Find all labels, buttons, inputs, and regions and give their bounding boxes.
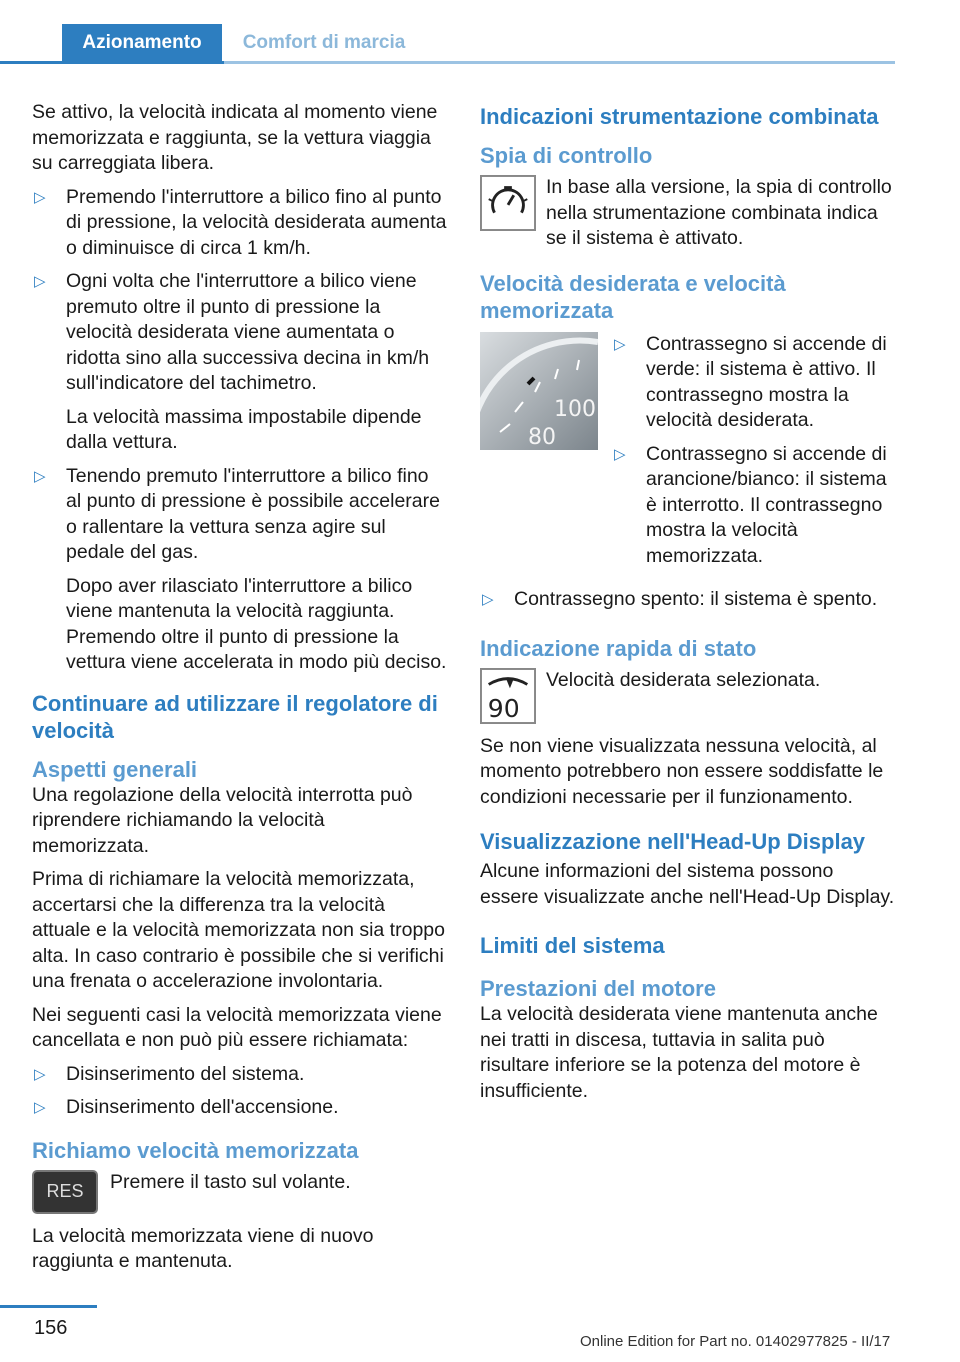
list-item: ▷ Contrassegno spento: il sistema è spento. [480,587,895,613]
list-continuation: Dopo aver rilasciato l'interruttore a bilico viene mantenuta la velocità raggiunta. Premendo oltre il punto di pressione la vettura viene accelerata in modo più deciso. [66,574,447,673]
recall-row [32,1170,447,1214]
speed-row [480,332,895,578]
status-row [480,668,895,724]
heading-limits: Limiti del sistema [480,933,665,958]
cruise-control-lamp-icon [480,175,536,231]
heading-recall: Richiamo velocità memorizzata [32,1137,359,1163]
res-button-icon: RES [32,1170,98,1214]
list-item: ▷ Ogni volta che l'interruttore a bilico viene premuto oltre il punto di pressione la velocità desiderata viene aumentata o ridotta sino alla successiva decina in km/h sull'indicatore del tachimetro. [34,270,430,394]
header-rule-active [0,61,224,64]
heading-status: Indicazione rapida di stato [480,635,757,661]
lamp-description: In base alla versione, la spia di controllo nella strumentazione combinata indica se il sistema è attivato. [546,176,892,249]
heading-general: Aspetti generali [32,756,198,782]
footer-rule [0,1305,97,1308]
bullet-arrow-icon: ▷ [614,445,626,463]
speed-status-icon [480,668,536,724]
recall-instruction: Premere il tasto sul volante. [110,1170,351,1193]
list-item: ▷ Disinserimento dell'accensione. [32,1095,447,1121]
right-column [480,100,895,1112]
speedometer-image [480,332,598,450]
list-item: ▷ Contrassegno si accende di arancione/bianco: il sistema è interrotto. Il contrassegno mostra la velocità memorizzata. [614,442,887,567]
tab-azionamento[interactable]: Azionamento [62,24,222,61]
list-continuation: La velocità massima impostabile dipende dalla vettura. [66,405,422,453]
list-item: ▷ Disinserimento del sistema. [32,1062,447,1088]
list-item: ▷ Tenendo premuto l'interruttore a bilico fino al punto di pressione è possibile accelerare o rallentare la vettura senza agire sul pedale del gas. [34,464,440,563]
header-tabs [0,24,895,64]
status-value: 90 [487,693,520,723]
paragraph: La velocità memorizzata viene di nuovo raggiunta e mantenuta. [32,1224,374,1272]
tab-comfort-di-marcia[interactable]: Comfort di marcia [242,31,406,53]
heading-continue: Continuare ad utilizzare il regolatore di velocità [32,690,438,743]
speed-list [612,332,895,578]
bullet-arrow-icon: ▷ [34,1065,46,1083]
left-column [32,100,447,1283]
paragraph: Se non viene visualizzata nessuna velocità, al momento potrebbero non essere soddisfatte le condizioni necessarie per il funzionamento. [480,734,884,808]
page-number: 156 [34,1317,68,1339]
list-item: ▷ Contrassegno si accende di verde: il sistema è attivo. Il contrassegno mostra la velocità desiderata. [614,332,887,431]
paragraph: La velocità desiderata viene mantenuta anche nei tratti in discesa, tuttavia in salita può risultare inferiore se la potenza del motore è insufficiente. [480,1003,878,1102]
heading-display: Indicazioni strumentazione combinata [480,104,879,129]
paragraph: Nei seguenti casi la velocità memorizzata viene cancellata e non può più essere richiamata: [32,1003,442,1051]
list-item: ▷ Premendo l'interruttore a bilico fino al punto di pressione, la velocità desiderata aumenta o diminuisce di circa 1 km/h. [34,185,447,259]
paragraph: Prima di richiamare la velocità memorizzata, accertarsi che la differenza tra la velocità attuale e la velocità memorizzata non sia troppo alta. In caso contrario è possibile che si verifichi una frenata o accelerazione involontaria. [32,868,445,992]
edition-footer: Online Edition for Part no. 01402977825 - II/17 [580,1333,891,1350]
status-description: Velocità desiderata selezionata. [546,668,821,691]
bullet-arrow-icon: ▷ [614,335,626,353]
gauge-label-80: 80 [528,424,556,450]
bullet-arrow-icon: ▷ [34,273,46,290]
bullet-arrow-icon: ▷ [34,467,46,485]
bullet-arrow-icon: ▷ [34,1099,46,1116]
bullet-arrow-icon: ▷ [34,188,46,206]
heading-engine: Prestazioni del motore [480,976,716,1001]
lamp-row [480,175,895,252]
paragraph: Alcune informazioni del sistema possono essere visualizzate anche nell'Head-Up Display. [480,860,895,908]
gauge-label-100: 100 [554,396,596,422]
heading-hud: Visualizzazione nell'Head-Up Display [480,829,866,854]
paragraph: Una regolazione della velocità interrotta può riprendere richiamando la velocità memorizzata. [32,783,413,857]
heading-speed: Velocità desiderata e velocità memorizzata [480,270,786,323]
bullet-arrow-icon: ▷ [482,591,494,608]
intro-paragraph: Se attivo, la velocità indicata al momento viene memorizzata e raggiunta, se la vettura viaggia su carreggiata libera. [32,101,438,174]
heading-lamp: Spia di controllo [480,143,653,168]
